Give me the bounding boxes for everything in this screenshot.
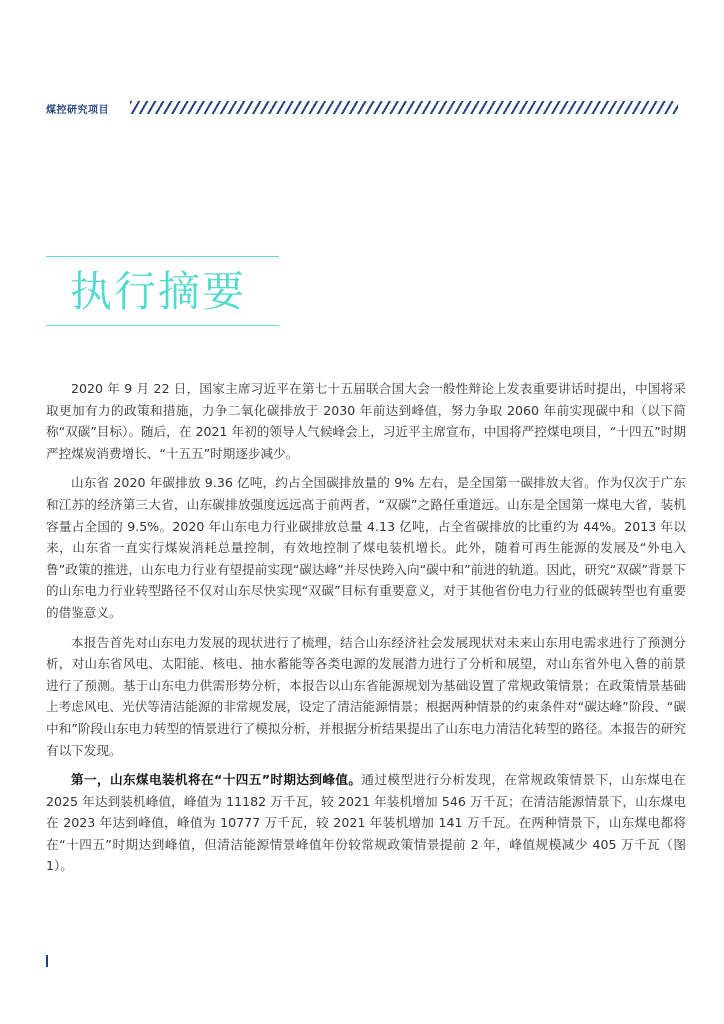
header-label: 煤控研究项目	[46, 105, 109, 116]
paragraph-lead: 第一，山东煤电装机将在“十四五”时期达到峰值。	[71, 772, 362, 788]
paragraph-text: 本报告首先对山东电力发展的现状进行了梳理，结合山东经济社会发展现状对未来山东用电需求进行了预测分析，对山东省风电、太阳能、核电、抽水蓄能等各类电源的发展潜力进行了分析和展望，对山东省外电入鲁的前景进行了预测。基于山东电力供需形势分析，本报告以山东省能源规划为基础设置了常规政策情景；在政策情景基础上考虑风电、光伏等清洁能源的非常规发展，设定了清洁能源情景；根据两种情景的约束条件对“碳达峰”阶段、“碳中和”阶段山东电力转型的情景进行了模拟分析，并根据分析结果提出了山东电力清洁化转型的路径。本报告的研究有以下发现。	[46, 634, 686, 758]
paragraph	[46, 769, 686, 877]
paragraph-text: 山东省 2020 年碳排放 9.36 亿吨，约占全国碳排放量的 9% 左右，是全国第一碳排放大省。作为仅次于广东和江苏的经济第三大省，山东碳排放强度远远高于前两者，“双碳”之路任重道远。山东是全国第一煤电大省，装机容量占全国的 9.5%。2020 年山东电力行业碳排放总量 4.13 亿吨，占全省碳排放的比重约为 44%。2013 年以来，山东省一直实行煤炭消耗总量控制，有效地控制了煤电装机增长。此外，随着可再生能源的发展及“外电入鲁”政策的推进，山东电力行业有望提前实现“碳达峰”并尽快跨入向“碳中和”前进的轨道。因此，研究“双碳”背景下的山东电力行业转型路径不仅对山东尽快实现“双碳”目标有重要意义，对于其他省份电力行业的低碳转型也有重要的借鉴意义。	[46, 475, 686, 620]
header-hatch-decoration	[130, 101, 678, 114]
paragraph-text: 2020 年 9 月 22 日，国家主席习近平在第七十五届联合国大会一般性辩论上发表重要讲话时提出，中国将采取更加有力的政策和措施，力争二氧化碳排放于 2030 年前达到峰值，努力争取 2060 年前实现碳中和（以下简称“双碳”目标）。随后，在 2021 年初的领导人气候峰会上，习近平主席宣布，中国将严控煤电项目，“十四五”时期严控煤炭消费增长、“十五五”时期逐步减少。	[46, 381, 686, 461]
page-title: 执行摘要	[70, 267, 247, 316]
paragraph	[46, 632, 686, 762]
paragraph-text: 通过模型进行分析发现，在常规政策情景下，山东煤电在 2025 年达到装机峰值，峰值为 11182 万千瓦，较 2021 年装机增加 546 万千瓦；在清洁能源情景下，山东煤电在 2023 年达到峰值，峰值为 10777 万千瓦，较 2021 年装机增加 141 万千瓦。在两种情景下，山东煤电都将在“十四五”时期达到峰值，但清洁能源情景峰值年份较常规政策情景提前 2 年，峰值规模减少 405 万千瓦（图 1）。	[46, 772, 687, 874]
paragraph	[46, 378, 686, 464]
paragraph	[46, 472, 686, 623]
title-top-rule	[46, 256, 279, 257]
page-marker	[46, 955, 48, 967]
body-text	[46, 378, 686, 885]
title-bottom-rule	[46, 325, 279, 326]
